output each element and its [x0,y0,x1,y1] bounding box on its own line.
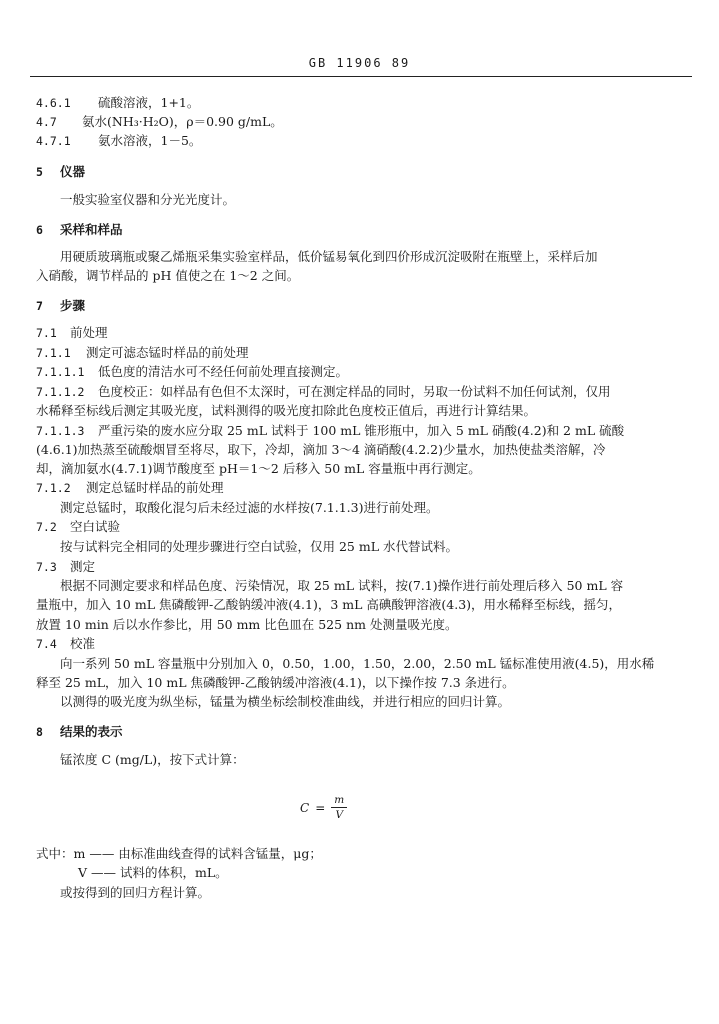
header-rule [30,76,692,77]
clause-7-2: 7.2 空白试验 [36,519,121,534]
standard-header: GB 11906 89 [308,56,411,70]
paragraph-line: 或按得到的回归方程计算。 [60,885,211,900]
paragraph-line: 用硬质玻璃瓶或聚乙烯瓶采集实验室样品，低价锰易氧化到四价形成沉淀吸附在瓶壁上，采样后加 [60,249,598,264]
clause-7-4: 7.4 校准 [36,636,96,651]
paragraph-line: 入硝酸，调节样品的 pH 值使之在 1～2 之间。 [36,268,300,283]
paragraph-line: 水稀释至标线后测定其吸光度，试料测得的吸光度扣除此色度校正值后，再进行计算结果。 [36,403,537,418]
section-7-heading: 7 步骤 [36,298,86,313]
paragraph-line: 向一系列 50 mL 容量瓶中分别加入 0，0.50，1.00，1.50，2.00，2.50 mL 锰标准使用液(4.5)，用水稀 [60,656,655,671]
paragraph-line: 却，滴加氨水(4.7.1)调节酸度至 pH＝1～2 后移入 50 mL 容量瓶中再行测定。 [36,461,481,476]
paragraph: 一般实验室仪器和分光光度计。 [60,192,236,207]
clause-4-7-1: 4.7.1 氨水溶液，1－5。 [36,133,202,148]
formula-numerator: m [334,794,345,806]
formula-denominator: V [335,809,344,821]
paragraph-line: 量瓶中，加入 10 mL 焦磷酸钾-乙酸钠缓冲液(4.1)，3 mL 高碘酸钾溶液(4.3)，用水稀释至标线，摇匀， [36,597,622,612]
paragraph-line: 根据不同测定要求和样品色度、污染情况，取 25 mL 试料，按(7.1)操作进行前处理后移入 50 mL 容 [60,578,624,593]
fraction-bar [331,807,347,808]
formula-fraction [331,794,347,821]
section-8-heading: 8 结果的表示 [36,724,123,739]
clause-7-1-1: 7.1.1 测定可滤态锰时样品的前处理 [36,345,249,360]
clause-4-7: 4.7 氨水(NH₃·H₂O)，ρ＝0.90 g/mL。 [36,114,283,129]
clause-7-1: 7.1 前处理 [36,325,108,340]
paragraph-line: 锰浓度 C (mg/L)，按下式计算： [60,752,245,767]
paragraph-line: 释至 25 mL，加入 10 mL 焦磷酸钾-乙酸钠缓冲溶液(4.1)，以下操作按 7.3 条进行。 [36,675,515,690]
variable-definition: V —— 试料的体积，mL。 [78,865,228,880]
clause-7-1-1-1: 7.1.1.1 低色度的清洁水可不经任何前处理直接测定。 [36,364,349,379]
paragraph-line: 放置 10 min 后以水作参比，用 50 mm 比色皿在 525 nm 处测量吸光度。 [36,617,458,632]
formula-lhs: C [300,800,310,815]
section-5-heading: 5 仪器 [36,164,86,179]
clause-7-1-2: 7.1.2 测定总锰时样品的前处理 [36,480,224,495]
paragraph-line: (4.6.1)加热蒸至硫酸烟冒至将尽，取下，冷却，滴加 3～4 滴硝酸(4.2.2)少量水，加热使盐类溶解，冷 [36,442,606,457]
paragraph-line: 按与试料完全相同的处理步骤进行空白试验，仅用 25 mL 水代替试料。 [60,539,458,554]
section-6-heading: 6 采样和样品 [36,222,123,237]
paragraph-line: 以测得的吸光度为纵坐标，锰量为横坐标绘制校准曲线，并进行相应的回归计算。 [60,694,511,709]
variable-definition: 式中：m —— 由标准曲线查得的试料含锰量，μg； [36,846,322,861]
clause-7-3: 7.3 测定 [36,559,96,574]
formula-equals: = [315,800,326,815]
paragraph-line: 测定总锰时，取酸化混匀后未经过滤的水样按(7.1.1.3)进行前处理。 [60,500,439,515]
clause-4-6-1: 4.6.1 硫酸溶液，1+1。 [36,95,200,110]
clause-7-1-1-2: 7.1.1.2 色度校正：如样品有色但不太深时，可在测定样品的同时，另取一份试料不加任何试剂，仅用 [36,384,611,399]
concentration-formula [300,794,347,821]
clause-7-1-1-3: 7.1.1.3 严重污染的废水应分取 25 mL 试料于 100 mL 锥形瓶中，加入 5 mL 硝酸(4.2)和 2 mL 硫酸 [36,423,625,438]
